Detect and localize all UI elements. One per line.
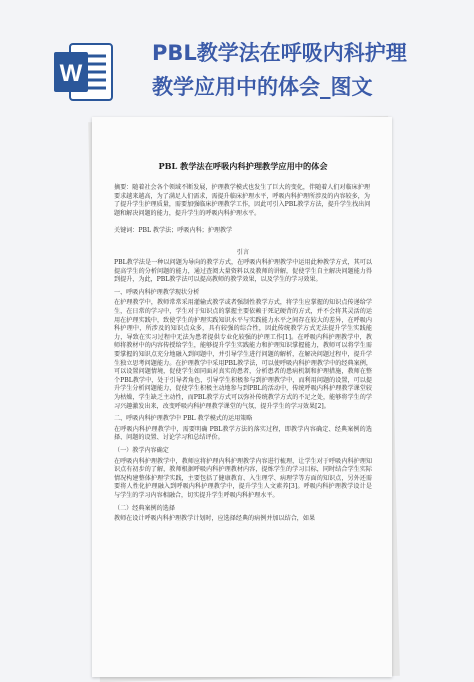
section-1-heading: 一、呼吸内科护理教学现状分析 (114, 288, 200, 296)
intro-paragraph: PBL教学法是一种以问题为导向的教学方式，在呼吸内科护理教学中运用此种教学方式，其可以提高学生的分析问题的能力，通过查阅大量资料以及教师的讲解，促使学生自主解决问题能力得到提升，为此，PBL教学法可以提高教师的教学效果，以及学生的学习效果。 (114, 259, 372, 284)
word-icon-letter: W (59, 60, 83, 87)
section-2-paragraph: 在呼吸内科护理教学中，需要明确 PBL教学方法的落实过程，即教学内容确定、经典案例的选择、问题的设置、讨论学习和总结评价。 (114, 425, 372, 442)
intro-heading: 引言 (236, 248, 250, 256)
document-body (114, 161, 372, 528)
page-title-line-1: PBL教学法在呼吸内科护理 (152, 41, 407, 65)
subsection-2-paragraph: 教师在设计呼吸内科护理教学计划时，应选择经典的病例并加以结合，如果 (114, 515, 316, 523)
document-title: PBL 教学法在呼吸内科护理教学应用中的体会 (158, 161, 328, 171)
header (0, 0, 474, 120)
document-page (92, 117, 392, 677)
page-title-line-2: 教学应用中的体会_图文 (152, 75, 373, 99)
subsection-1-heading: （一）教学内容确定 (114, 446, 169, 454)
subsection-2-heading: （二）经典案例的选择 (114, 504, 175, 512)
keywords: 关键词：PBL 教学法；呼吸内科；护理教学 (114, 226, 233, 234)
section-2-heading: 二、呼吸内科护理教学中 PBL 教学模式的运用策略 (114, 415, 253, 423)
abstract: 摘要：随着社会各个领域不断发展，护理教学模式也发生了巨大的变化，伴随着人们对临床护理要求越来越高，为了满足人们需求，需提升临床护理水平，呼吸内科护理所涉及的内容较多，为了提升学生护理质量，需要加强临床护理教学工作，因此可引入PBL教学方法，提升学生找出问题和解决问题的能力，提升学生的呼吸内科护理水平。 (114, 184, 371, 218)
section-1-paragraph: 在护理教学中，教师常常采用灌输式教学或者强制性教学方式，将学生应掌握的知识点传递给学生，在日常的学习中，学生对于知识点的掌握主要依赖于死记硬背的方式，并不会将其灵活的运用在护理实践中，致使学生的护理实践知识水平与实践能力水平之间存在较大的差异，在呼吸内科护理中，所涉及的知识点众多，具有较强的综合性，因此传统教学方式无法提升学生实践能力，导致在实习过程中无法为患者提供专业化较强的护理工作[1]。在呼吸内科护理教学中，教师将教材中的内容传授给学生，能够提升学生实践能力和护理知识掌握能力，教师可以将学生需要掌握的知识点充分地融入到问题中，并引导学生进行问题的解析，在解决问题过程中，提升学生独立思考问题能力。在护理教学中采用PBL教学法，可以使呼吸内科护理教学中的经典案例，可以设置问题情境，促使学生如同面对真实的患者，分析患者的患病机制和护理措施，教师在整个PBL教学中，处于引导者角色，引导学生积极参与到护理教学中，而利用问题的设置，可以提升学生分析问题能力，促使学生积极主动地参与到PBL的活动中，传统呼吸内科护理教学课堂较为枯燥，学生缺乏主动性，而PBL教学方式可以弥补传统教学方式的不足之处，能够将学生的学习兴趣激发出来，改变呼吸内科护理教学课堂的气氛，提升学生的学习效果[2]。 (114, 299, 372, 410)
word-document-icon (54, 40, 114, 104)
page-title (152, 36, 464, 104)
subsection-1-paragraph: 在呼吸内科护理教学中，教师应将护理内科护理教学内容进行梳理，让学生对于呼吸内科护理知识点有初步的了解，教师根据呼吸内科护理教材内容，提炼学生的学习目标，同时结合学生实际情况构建整体护理学实践，主要包括了健康教育、入生理学、病理学等方面的知识点，另外还需要将人性化护理融入到呼吸内科护理教学中，提升学生人文素养[3]。呼吸内科护理教学设计是与学生的学习内容相融合，切实提升学生呼吸内科护理水平。 (114, 457, 372, 499)
